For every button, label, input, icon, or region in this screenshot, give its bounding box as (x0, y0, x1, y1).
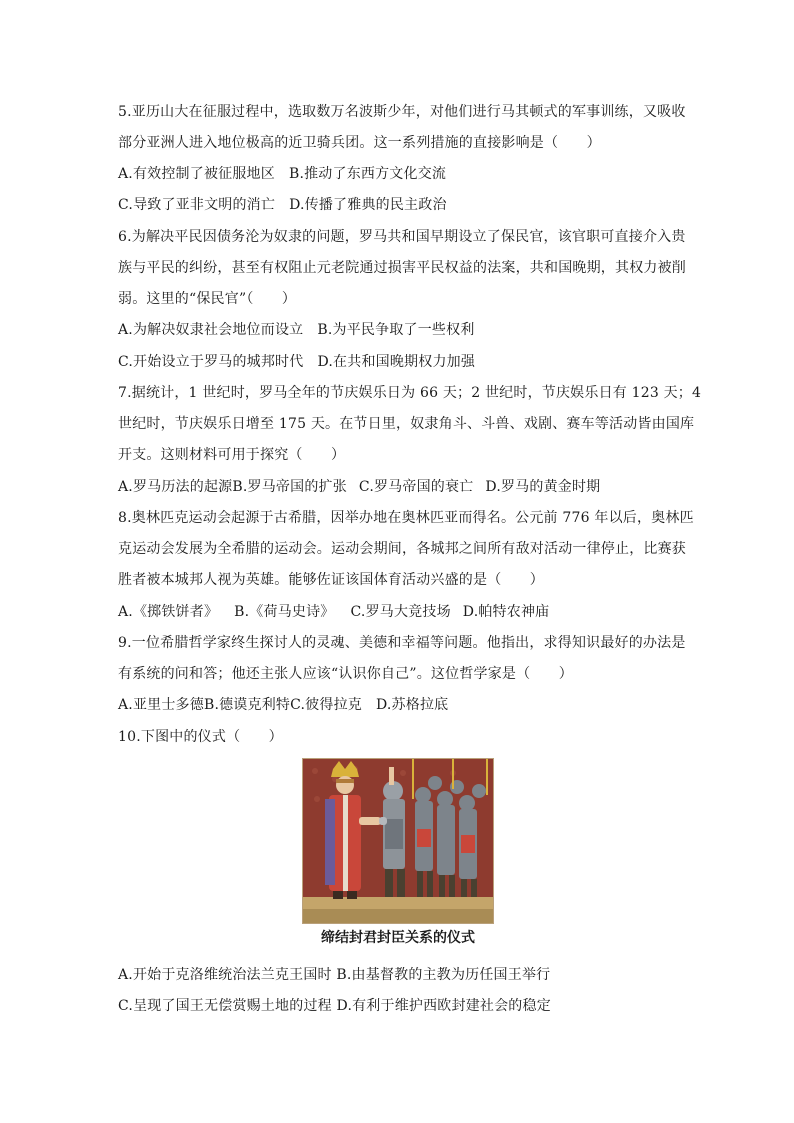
q5-option-c[interactable]: C.导致了亚非文明的消亡 (118, 197, 276, 213)
q6-option-a[interactable]: A.为解决奴隶社会地位而设立 (118, 322, 304, 338)
q9-option-d[interactable]: D.苏格拉底 (375, 697, 449, 713)
q6-options-row-2 (118, 352, 475, 372)
q10-option-b[interactable]: B.由基督教的主教为历任国王举行 (336, 967, 551, 983)
q10-stem: 10.下图中的仪式（ ） (118, 729, 283, 745)
q5-options-row-2 (118, 195, 447, 215)
q10-option-c[interactable]: C.呈现了国王无偿赏赐土地的过程 (118, 998, 332, 1014)
q9-option-b[interactable]: B.德谟克利特 (203, 697, 291, 713)
q8-option-c[interactable]: C.罗马大竞技场 (350, 604, 451, 620)
q6-option-b[interactable]: B.为平民争取了一些权利 (317, 322, 475, 338)
q7-option-a[interactable]: A.罗马历法的起源 (118, 479, 233, 495)
q5-option-b[interactable]: B.推动了东西方文化交流 (288, 166, 447, 182)
q8-stem-line-1: 8.奥林匹克运动会起源于古希腊，因举办地在奥林匹亚而得名。公元前 776 年以后，奥林匹 (118, 510, 694, 526)
q5-option-d[interactable]: D.传播了雅典的民主政治 (289, 197, 447, 213)
q6-options-row-1 (118, 320, 475, 340)
q6-stem-line-3: 弱。这里的“保民官”（ ） (118, 291, 297, 307)
q7-stem-line-2: 世纪时，节庆娱乐日增至 175 天。在节日里，奴隶角斗、斗兽、戏剧、赛车等活动皆由国库 (118, 416, 695, 432)
q6-stem-line-2: 族与平民的纠纷，甚至有权阻止元老院通过损害平民权益的法案，共和国晚期，其权力被削 (118, 260, 686, 276)
q9-options-row (118, 695, 448, 715)
q6-option-c[interactable]: C.开始设立于罗马的城邦时代 (118, 354, 304, 370)
q5-options-row-1 (118, 164, 446, 184)
q8-option-a[interactable]: A.《掷铁饼者》 (118, 604, 219, 620)
q7-option-c[interactable]: C.罗马帝国的衰亡 (358, 479, 474, 495)
q7-stem-line-3: 开支。这则材料可用于探究（ ） (118, 447, 346, 463)
q10-option-a[interactable]: A.开始于克洛维统治法兰克王国时 (118, 967, 332, 983)
q6-stem-line-1: 6.为解决平民因债务沦为奴隶的问题，罗马共和国早期设立了保民官，该官职可直接介入贵 (118, 229, 686, 245)
q9-stem-line-1: 9.一位希腊哲学家终生探讨人的灵魂、美德和幸福等问题。他指出，求得知识最好的办法是 (118, 635, 686, 651)
figure-caption: 缔结封君封臣关系的仪式 (321, 930, 475, 946)
q10-option-d[interactable]: D.有利于维护西欧封建社会的稳定 (336, 998, 551, 1014)
q9-option-a[interactable]: A.亚里士多德 (118, 697, 204, 713)
q9-option-c[interactable]: C.彼得拉克 (290, 697, 362, 713)
q10-options-row-1 (118, 965, 550, 985)
q8-option-b[interactable]: B.《荷马史诗》 (234, 604, 335, 620)
q7-stem-line-1: 7.据统计，1 世纪时，罗马全年的节庆娱乐日为 66 天；2 世纪时，节庆娱乐日有 123 天；4 (118, 385, 702, 401)
q6-option-d[interactable]: D.在共和国晚期权力加强 (317, 354, 476, 370)
q5-stem-line-1: 5.亚历山大在征服过程中，选取数万名波斯少年，对他们进行马其顿式的军事训练，又吸收 (118, 104, 686, 120)
q5-option-a[interactable]: A.有效控制了被征服地区 (118, 166, 275, 182)
q5-stem-line-2: 部分亚洲人进入地位极高的近卫骑兵团。这一系列措施的直接影响是（ ） (118, 135, 601, 151)
q8-options-row (118, 602, 549, 622)
q8-option-d[interactable]: D.帕特农神庙 (462, 604, 550, 620)
q8-stem-line-2: 克运动会发展为全希腊的运动会。运动会期间，各城邦之间所有敌对活动一律停止，比赛获 (118, 541, 686, 557)
q10-options-row-2 (118, 996, 551, 1016)
q7-option-b[interactable]: B.罗马帝国的扩张 (232, 479, 347, 495)
q7-options-row (118, 477, 600, 497)
q9-stem-line-2: 有系统的问和答；他还主张人应该“认识你自己”。这位哲学家是（ ） (118, 666, 573, 682)
q7-option-d[interactable]: D.罗马的黄金时期 (485, 479, 601, 495)
q8-stem-line-3: 胜者被本城邦人视为英雄。能够佐证该国体育活动兴盛的是（ ） (118, 572, 544, 588)
homage-ceremony-illustration (302, 758, 494, 924)
